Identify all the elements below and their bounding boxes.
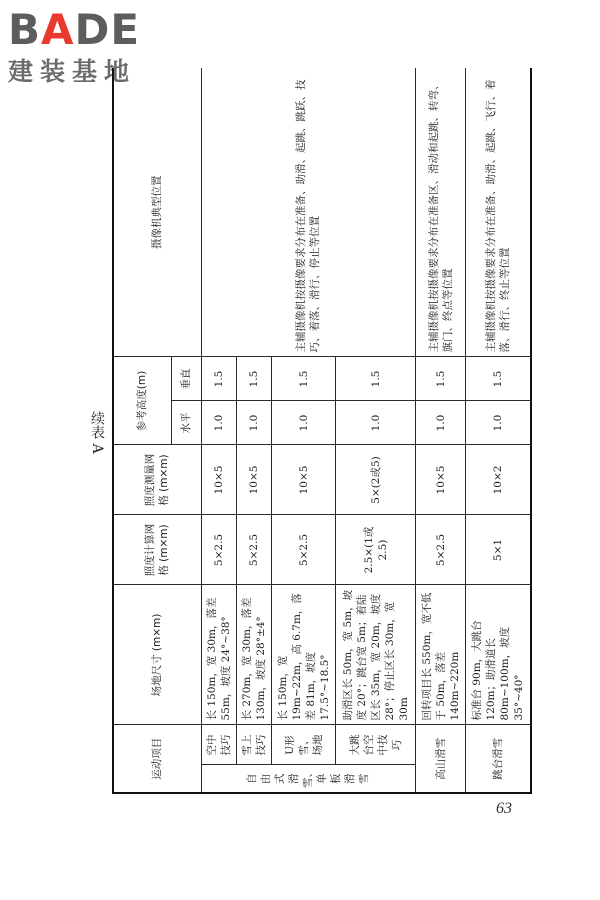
calc-grid-cell: 2.5×(1或2.5)	[336, 515, 416, 585]
header-horizontal: 水平	[171, 401, 201, 445]
sub-sport: 雪上技巧	[236, 725, 271, 765]
venue-cell: 长 150m，宽 19m~22m，高 6.7m，落差 81m，坡度 17.5°~18.5°	[271, 585, 336, 725]
header-venue: 场地尺寸 (m×m)	[113, 585, 201, 725]
calc-grid-cell: 5×2.5	[416, 515, 466, 585]
table-container	[112, 68, 532, 794]
table-caption: 续表 A	[89, 410, 105, 454]
vertical-cell: 1.5	[416, 357, 466, 401]
table-row	[416, 68, 466, 793]
venue-cell: 长 270m，宽 30m，落差 130m，坡度 28°±4°	[236, 585, 271, 725]
sport-cell: 跳台滑雪	[466, 725, 531, 793]
calc-grid-cell: 5×2.5	[201, 515, 236, 585]
horizontal-cell: 1.0	[466, 401, 531, 445]
vertical-cell: 1.5	[201, 357, 236, 401]
horizontal-cell: 1.0	[201, 401, 236, 445]
sub-sport: 空中技巧	[201, 725, 236, 765]
horizontal-cell: 1.0	[336, 401, 416, 445]
group-label: 自由式滑雪、单板滑雪	[201, 765, 416, 793]
meas-grid-cell: 10×2	[466, 445, 531, 515]
calc-grid-cell: 5×2.5	[271, 515, 336, 585]
header-sport: 运动项目	[113, 725, 201, 793]
horizontal-cell: 1.0	[236, 401, 271, 445]
table-row	[466, 68, 531, 793]
page-number: 63	[496, 800, 512, 817]
sub-sport: U形雪、场地	[271, 725, 336, 765]
calc-grid-cell: 5×1	[466, 515, 531, 585]
vertical-cell: 1.5	[466, 357, 531, 401]
logo-wordmark: BADE	[8, 5, 141, 54]
meas-grid-cell: 10×5	[271, 445, 336, 515]
meas-grid-cell: 10×5	[416, 445, 466, 515]
logo-subtitle: 建装基地	[8, 57, 137, 86]
meas-grid-cell: 10×5	[236, 445, 271, 515]
header-meas-grid: 照度测量网格 (m×m)	[113, 445, 201, 515]
calc-grid-cell: 5×2.5	[236, 515, 271, 585]
vertical-cell: 1.5	[236, 357, 271, 401]
vertical-cell: 1.5	[336, 357, 416, 401]
venue-cell: 长 150m，宽 30m，落差 55m，坡度 24°~38°	[201, 585, 236, 725]
horizontal-cell: 1.0	[271, 401, 336, 445]
horizontal-cell: 1.0	[416, 401, 466, 445]
venue-cell: 标准台 90m，大跳台 120m；助滑道长 80m~100m，坡度 35°~40°	[466, 585, 531, 725]
header-ref-height: 参考高度(m)	[113, 357, 171, 445]
table-row	[201, 68, 236, 793]
sport-cell: 高山滑雪	[416, 725, 466, 793]
lighting-table	[112, 68, 532, 794]
vertical-cell: 1.5	[271, 357, 336, 401]
venue-cell: 回转项目长 550m，宽不低于 50m，落差 140m~220m	[416, 585, 466, 725]
camera-group-cell: 主辅摄像机按摄像要求分布在准备、助滑、起跳、跳跃、技巧、着落、滑行、停止等位置	[201, 68, 416, 357]
meas-grid-cell: 10×5	[201, 445, 236, 515]
camera-cell: 主辅摄像机按摄像要求分布在准备、助滑、起跳、飞行、着落、滑行、终止等位置	[466, 68, 531, 357]
venue-cell: 助滑区长 50m，宽 5m，坡度 20°；跳台宽 5m；着陆区长 35m，宽 20m，坡度 28°；停止区长 30m，宽 30m	[336, 585, 416, 725]
header-camera: 摄像机典型位置	[113, 68, 201, 357]
sub-sport: 大跳台空中技巧	[336, 725, 416, 765]
camera-cell: 主辅摄像机按摄像要求分布在准备区、滑动和起跳、转弯、旗门、终点等位置	[416, 68, 466, 357]
meas-grid-cell: 5×(2或5)	[336, 445, 416, 515]
header-vertical: 垂直	[171, 357, 201, 401]
header-calc-grid: 照度计算网格 (m×m)	[113, 515, 201, 585]
